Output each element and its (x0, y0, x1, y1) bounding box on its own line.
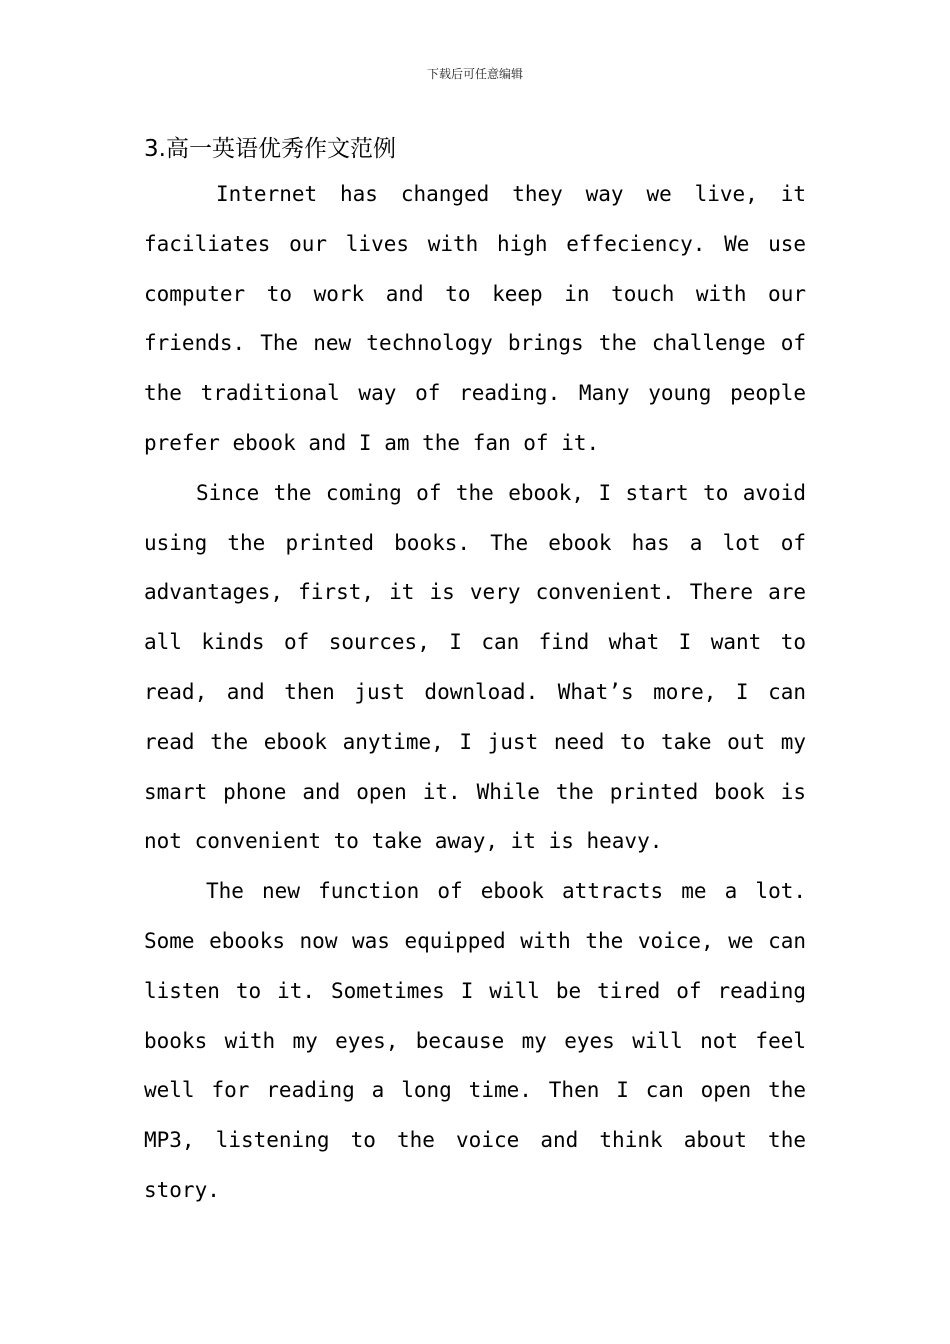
paragraph-3: The new function of ebook attracts me a lot. Some ebooks now was equipped with the voice, we can listen to it. Sometimes I will be tired of reading books with my eyes, because my eyes will not feel well for reading a long time. Then I can open the MP3, listening to the voice and think about the story. (144, 879, 806, 1202)
document-title: 3.高一英语优秀作文范例 (144, 136, 396, 162)
document-body (144, 128, 806, 1216)
paragraph-2: Since the coming of the ebook, I start to avoid using the printed books. The ebook has a lot of advantages, first, it is very convenient. There are all kinds of sources, I can find what I want to read, and then just download. What’s more, I can read the ebook anytime, I just need to take out my smart phone and open it. While the printed book is not convenient to take away, it is heavy. (144, 480, 806, 854)
paragraph-1: Internet has changed they way we live, it faciliates our lives with high effeciency. We use computer to work and to keep in touch with our friends. The new technology brings the challenge of the traditional way of reading. Many young people prefer ebook and I am the fan of it. (144, 182, 806, 455)
page-header-note: 下载后可任意编辑 (426, 67, 523, 81)
